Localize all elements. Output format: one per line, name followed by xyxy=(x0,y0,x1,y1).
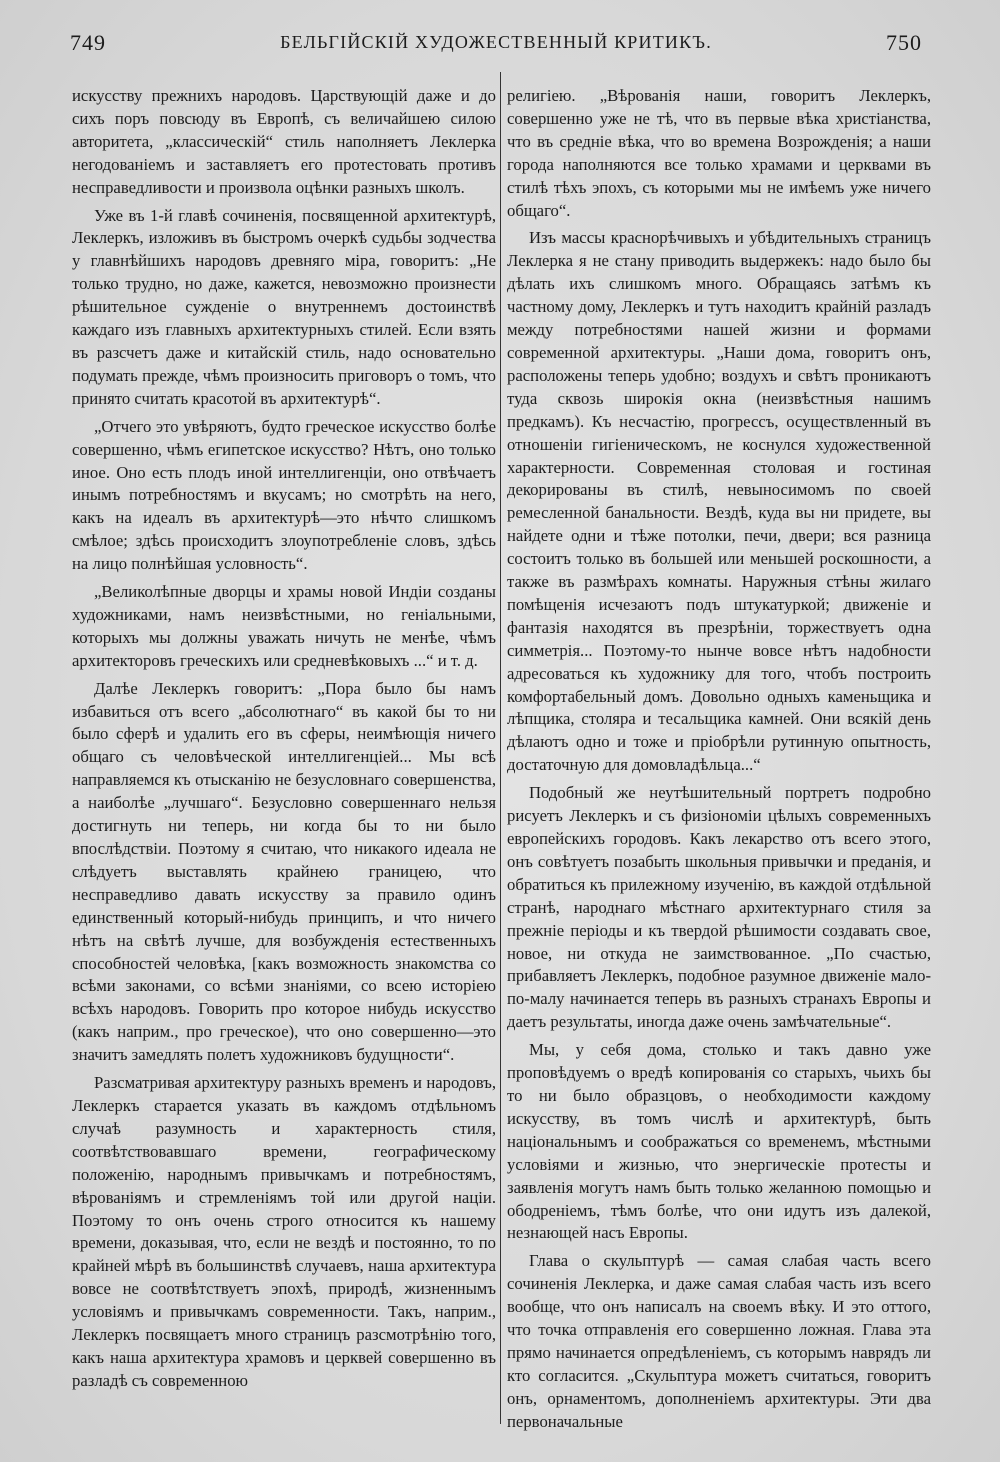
page-number-right: 750 xyxy=(886,30,922,55)
paragraph: Разсматривая архитектуру разныхъ временъ и народовъ, Леклеркъ старается указать въ каждомъ отдѣльномъ случаѣ разумность и характерность стиля, соотвѣтствовавшаго времени, географическому положенію, народнымъ привычкамъ и потребностямъ, вѣрованіямъ и стремленіямъ той или другой націи. Поэтому то онъ очень строго относится къ нашему времени, доказывая, что, если не вездѣ и постоянно, то по крайней мѣрѣ въ большинствѣ случаевъ, наша архитектура вовсе не соотвѣтствуетъ эпохѣ, природѣ, жизненнымъ условіямъ и привычкамъ современности. Такъ, наприм., Леклеркъ посвящаетъ много страницъ разсмотрѣнію того, какъ наша архитектура храмовъ и церквей совершенно въ разладѣ съ современною xyxy=(72,1073,496,1390)
column-divider xyxy=(500,72,501,1424)
right-column xyxy=(507,85,931,1435)
paragraph: „Отчего это увѣряютъ, будто греческое искусство болѣе совершенно, чѣмъ египетское искусство? Нѣтъ, оно только иное. Оно есть плодъ иной интеллигенціи, оно отвѣчаетъ инымъ потребностямъ и вкусамъ; но смотрѣть на него, какъ на идеалъ въ архитектурѣ—это нѣчто слишкомъ смѣлое; здѣсь происходитъ злоупотребленіе словъ, здѣсь на лицо полнѣйшая условность“. xyxy=(72,416,496,574)
paragraph: Подобный же неутѣшительный портретъ подробно рисуетъ Леклеркъ и съ физіономіи цѣлыхъ современныхъ европейскихъ городовъ. Какъ лекарство отъ всего этого, онъ совѣтуетъ позабыть школьныя привычки и преданія, и обратиться къ прилежному изученію, въ каждой отдѣльной странѣ, народнаго мѣстнаго архитектурнаго стиля за прежніе періоды и къ твердой рѣшимости создавать свое, новое, ни откуда не заимствованное. „По счастью, прибавляетъ Леклеркъ, подобное разумное движеніе мало-по-малу начинается теперь въ разныхъ странахъ Европы и даетъ результаты, иногда даже очень замѣчательные“. xyxy=(507,783,931,1032)
paragraph: Мы, у себя дома, столько и такъ давно уже проповѣдуемъ о вредѣ копированія со старыхъ, чьихъ бы то ни было образцовъ, о необходимости каждому искусству, въ томъ числѣ и архитектурѣ, быть національнымъ и соображаться со временемъ, мѣстными условіями и жизнью, что энергическіе протесты и заявленія могутъ намъ быть только желанною помощью и ободреніемъ, тѣмъ болѣе, что они идутъ изъ далекой, незнающей насъ Европы. xyxy=(507,1040,931,1243)
page-number-left: 749 xyxy=(70,30,106,55)
paragraph: Далѣе Леклеркъ говоритъ: „Пора было бы намъ избавиться отъ всего „абсолютнаго“ въ какой бы то ни было сферѣ и удалить его въ сферы, неимѣющія ничего общаго съ человѣческой интеллигенціей... Мы всѣ направляемся къ отысканію не безусловнаго совершенства, а наиболѣе „лучшаго“. Безусловно совершеннаго нельзя достигнуть ни теперь, ни когда бы то ни было впослѣдствіи. Поэтому я считаю, что никакого идеала не слѣдуетъ выставлять крайнею границею, что несправедливо давать искусству за правило одинъ единственный который-нибудь принципъ, и что ничего нѣтъ на свѣтѣ лучше, для возбужденія естественныхъ способностей человѣка, [какъ возможность знакомства со всѣми законами, со всѣми знаніями, со всею исторіею всѣхъ народовъ. Говорить про которое нибудь искусство (какъ наприм., про греческое), что оно совершенно—это значитъ замедлять полетъ художниковъ будущности“. xyxy=(72,678,496,1065)
page-header xyxy=(70,30,922,60)
left-column xyxy=(72,85,496,1435)
paragraph: Уже въ 1-й главѣ сочиненія, посвященной архитектурѣ, Леклеркъ, изложивъ въ быстромъ очеркѣ судьбы зодчества у главнѣйшихъ народовъ древняго міра, говоритъ: „Не только трудно, но даже, кажется, невозможно произнести рѣшительное сужденіе о внутреннемъ достоинствѣ каждаго изъ главныхъ архитектурныхъ стилей. Если взять въ разсчетъ даже и китайскій стиль, надо основательно подумать прежде, чѣмъ произносить приговоръ о томъ, что принято считать красотой въ архитектурѣ“. xyxy=(72,205,496,408)
paragraph: искусству прежнихъ народовъ. Царствующій даже и до сихъ поръ повсюду въ Европѣ, съ величайшею силою авторитета, „классическій“ стиль наполняетъ Леклерка негодованіемъ и заставляетъ его протестовать противъ несправедливости и произвола оцѣнки разныхъ школъ. xyxy=(72,86,496,197)
running-title: БЕЛЬГІЙСКІЙ ХУДОЖЕСТВЕННЫЙ КРИТИКЪ. xyxy=(280,32,712,52)
paragraph: Изъ массы краснорѣчивыхъ и убѣдительныхъ страницъ Леклерка я не стану приводить выдержекъ: надо было бы дѣлать ихъ слишкомъ много. Обращаясь затѣмъ къ частному дому, Леклеркъ и тутъ находитъ крайній разладъ между потребностями нашей жизни и формами современной архитектуры. „Наши дома, говоритъ онъ, расположены теперь удобно; воздухъ и свѣтъ проникаютъ туда сквозь широкія окна (неизвѣстныя нашимъ предкамъ). Къ несчастію, прогрессъ, осуществленный въ отношеніи гигіеническомъ, не коснулся художественной характерности. Современная столовая и гостиная декорированы въ стилѣ, невыносимомъ по своей ремесленной банальности. Вездѣ, куда вы ни придете, вы найдете одни и тѣже потолки, печи, двери; вся разница состоитъ только въ большей или меньшей роскошности, а также въ размѣрахъ комнаты. Наружныя стѣны жилаго помѣщенія исчезаютъ подъ штукатуркой; движеніе и фантазія находятся въ презрѣніи, торжествуетъ одна симметрія... Поэтому-то нынче вовсе нѣтъ надобности адресоваться къ художнику для того, чтобъ построить комфортабельный домъ. Довольно одныхъ каменьщика и лѣпщика, столяра и тесальщика камней. Они всякій день дѣлаютъ одно и тоже и пріобрѣли рутинную опытность, достаточную для домовладѣльца...“ xyxy=(507,228,931,775)
paragraph: религіею. „Вѣрованія наши, говоритъ Леклеркъ, совершенно уже не тѣ, что въ первые вѣка христіанства, что въ средніе вѣка, что во времена Возрожденія; а наши города наполняются все только храмами и церквами въ стилѣ тѣхъ эпохъ, съ которыми мы не имѣемъ уже ничего общаго“. xyxy=(507,86,931,220)
paragraph: Глава о скульптурѣ — самая слабая часть всего сочиненія Леклерка, и даже самая слабая часть изъ всего вообще, что онъ написалъ на своемъ вѣку. И это оттого, что точка отправленія его совершенно ложная. Глава эта прямо начинается опредѣленіемъ, съ которымъ наврядъ ли кто согласится. „Скульптура можетъ считаться, говоритъ онъ, орнаментомъ, дополненіемъ архитектуры. Эти два первоначальные xyxy=(507,1251,931,1431)
paragraph: „Великолѣпные дворцы и храмы новой Индіи созданы художниками, намъ неизвѣстными, но геніальными, которыхъ мы должны уважать ничуть не менѣе, чѣмъ архитекторовъ греческихъ или средневѣковыхъ ...“ и т. д. xyxy=(72,582,496,670)
